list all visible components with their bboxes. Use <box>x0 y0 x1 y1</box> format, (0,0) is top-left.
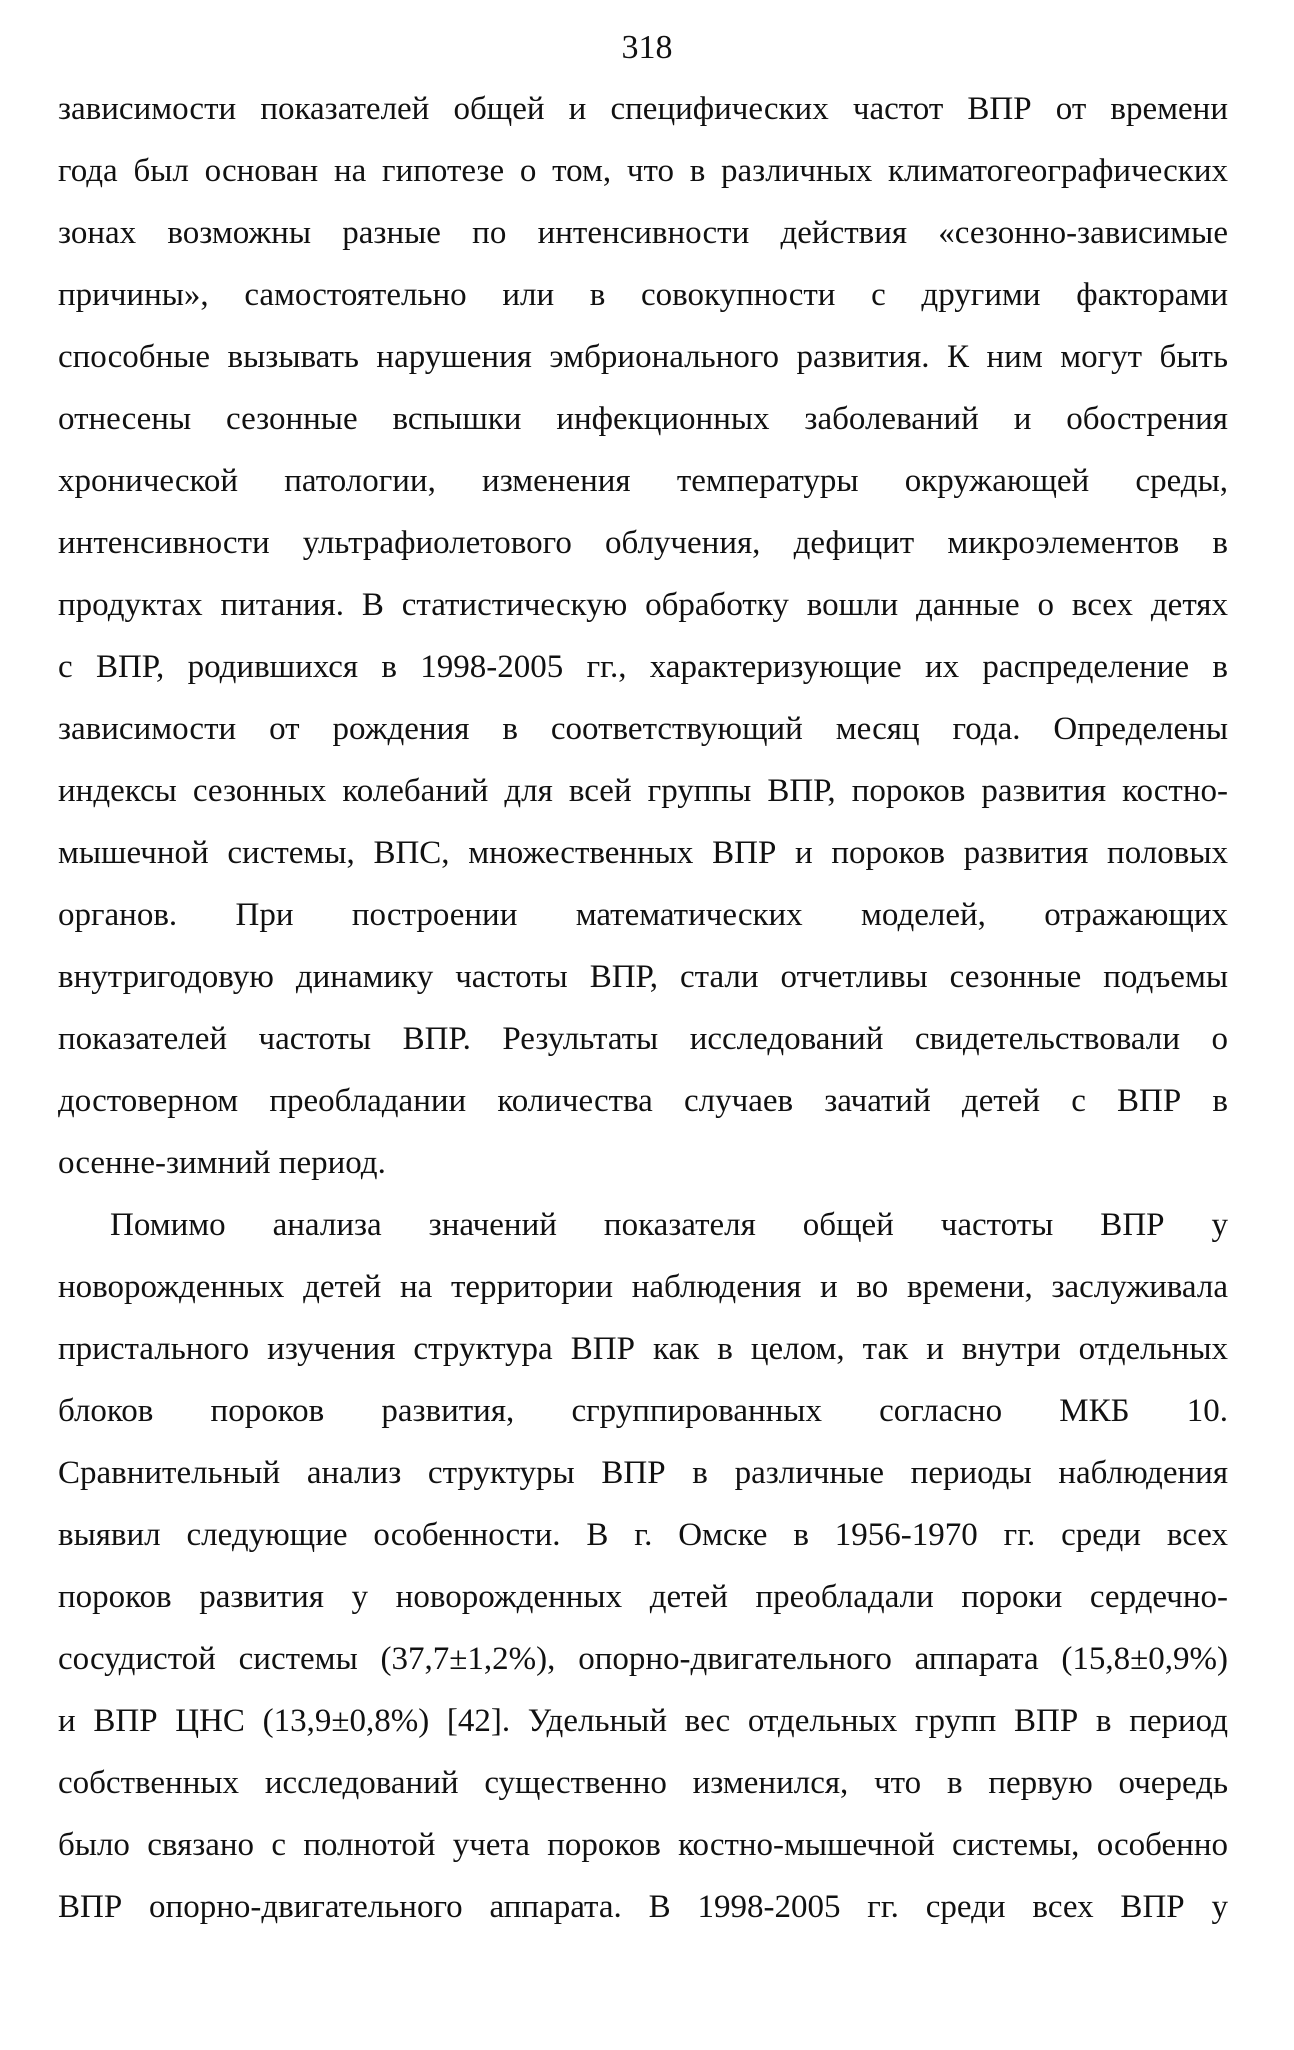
text-line: и ВПР ЦНС (13,9±0,8%) [42]. Удельный вес отдельных групп ВПР в период <box>58 1703 1228 1739</box>
text-line: с ВПР, родившихся в 1998-2005 гг., характеризующие их распределение в <box>58 649 1228 685</box>
text-line: интенсивности ультрафиолетового облучения, дефицит микроэлементов в <box>58 525 1228 561</box>
text-line: причины», самостоятельно или в совокупности с другими факторами <box>58 277 1228 313</box>
text-line: отнесены сезонные вспышки инфекционных заболеваний и обострения <box>58 401 1228 437</box>
text-line: собственных исследований существенно изменился, что в первую очередь <box>58 1765 1228 1801</box>
text-line: органов. При построении математических моделей, отражающих <box>58 897 1228 933</box>
text-line: достоверном преобладании количества случаев зачатий детей с ВПР в <box>58 1083 1228 1119</box>
text-line: пристального изучения структура ВПР как в целом, так и внутри отдельных <box>58 1331 1228 1367</box>
page-number: 318 <box>621 29 673 66</box>
paragraph-container <box>58 78 1228 1938</box>
text-line: Помимо анализа значений показателя общей частоты ВПР у <box>110 1207 1228 1243</box>
paragraph <box>58 78 1228 1194</box>
text-line: ВПР опорно-двигательного аппарата. В 1998-2005 гг. среди всех ВПР у <box>58 1889 1228 1925</box>
paragraph <box>58 1194 1228 1938</box>
text-line: зависимости от рождения в соответствующий месяц года. Определены <box>58 711 1228 747</box>
text-line: хронической патологии, изменения температуры окружающей среды, <box>58 463 1228 499</box>
body-text <box>58 78 1228 1938</box>
text-line: Сравнительный анализ структуры ВПР в различные периоды наблюдения <box>58 1455 1228 1491</box>
text-line: показателей частоты ВПР. Результаты исследований свидетельствовали о <box>58 1021 1228 1057</box>
text-line: зонах возможны разные по интенсивности действия «сезонно-зависимые <box>58 215 1228 251</box>
text-line: зависимости показателей общей и специфических частот ВПР от времени <box>58 91 1228 127</box>
text-line: года был основан на гипотезе о том, что в различных климатогеографических <box>58 153 1228 189</box>
text-line: блоков пороков развития, сгруппированных согласно МКБ 10. <box>58 1393 1228 1429</box>
text-line: мышечной системы, ВПС, множественных ВПР и пороков развития половых <box>58 835 1228 871</box>
text-line: способные вызывать нарушения эмбрионального развития. К ним могут быть <box>58 339 1228 375</box>
text-line: пороков развития у новорожденных детей преобладали пороки сердечно- <box>58 1579 1228 1615</box>
text-line: продуктах питания. В статистическую обработку вошли данные о всех детях <box>58 587 1228 623</box>
text-line: внутригодовую динамику частоты ВПР, стали отчетливы сезонные подъемы <box>58 959 1228 995</box>
text-line: было связано с полнотой учета пороков костно-мышечной системы, особенно <box>58 1827 1228 1863</box>
text-line: индексы сезонных колебаний для всей группы ВПР, пороков развития костно- <box>58 773 1228 809</box>
text-line: выявил следующие особенности. В г. Омске в 1956-1970 гг. среди всех <box>58 1517 1228 1553</box>
text-line: новорожденных детей на территории наблюдения и во времени, заслуживала <box>58 1269 1228 1305</box>
text-line: сосудистой системы (37,7±1,2%), опорно-двигательного аппарата (15,8±0,9%) <box>58 1641 1228 1677</box>
text-line: осенне-зимний период. <box>58 1145 386 1181</box>
